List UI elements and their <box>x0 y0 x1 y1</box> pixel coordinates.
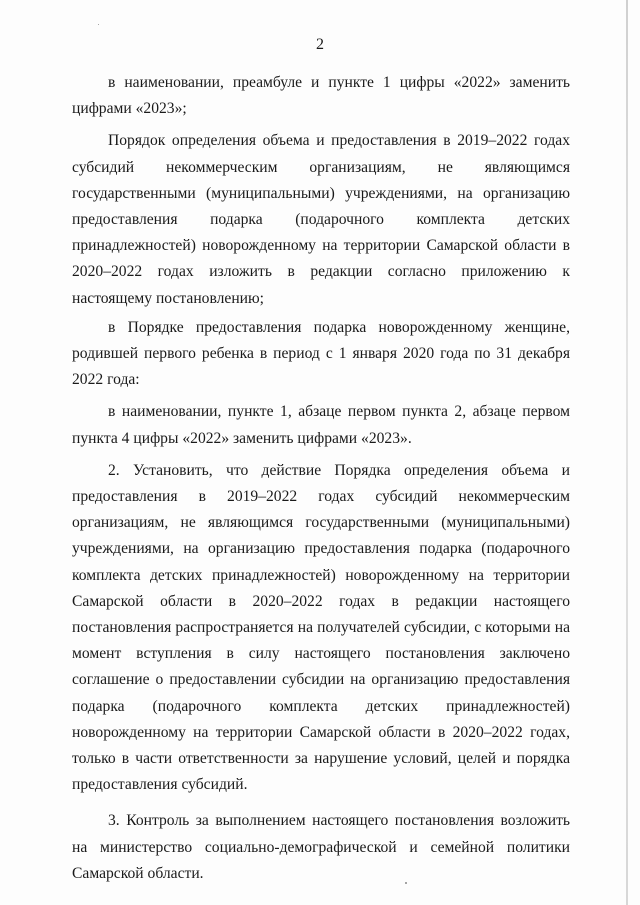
scan-speck <box>98 24 99 25</box>
paragraph-gift-order: в Порядке предоставления подарка новорожденному женщине, родившей первого ребенка в период с 1 января 2020 года по 31 декабря 2022 года: <box>72 318 570 389</box>
page-edge-shadow <box>626 0 628 905</box>
paragraph-subsidy-order: Порядок определения объема и предоставления в 2019–2022 годах субсидий некоммерческим организациям, не являющимся государственными (муниципальными) учреждениями, на организацию предоставления подарка (подарочного комплекта детских принадлежностей) новорожденному на территории Самарской области в 2020–2022 годах изложить в редакции согласно приложению к настоящему постановлению; <box>72 132 570 307</box>
paragraph-rename-title: в наименовании, преамбуле и пункте 1 цифры «2022» заменить цифрами «2023»; <box>72 74 570 118</box>
scan-speck <box>405 882 407 884</box>
paragraph-item-3: 3. Контроль за выполнением настоящего постановления возложить на министерство социально-демографической и семейной политики Самарской области. <box>72 812 570 882</box>
document-body <box>72 70 570 887</box>
paragraph-item-2: 2. Установить, что действие Порядка определения объема и предоставления в 2019–2022 годах субсидий некоммерческим организациям, не являющимся государственными (муниципальными) учреждениями, на организацию предоставления подарка (подарочного комплекта детских принадлежностей) новорожденному на территории Самарской области в 2020–2022 годах в редакции настоящего постановления распространяется на получателей субсидии, с которыми на момент вступления в силу настоящего постановления заключено соглашение о предоставлении субсидии на организацию предоставления подарка (подарочного комплекта детских принадлежностей) новорожденному на территории Самарской области в 2020–2022 годах, только в части ответственности за нарушение условий, целей и порядка предоставления субсидий. <box>72 461 570 794</box>
page-number: 2 <box>316 36 324 53</box>
paragraph-replace-digits: в наименовании, пункте 1, абзаце первом пункта 2, абзаце первом пункта 4 цифры «2022» заменить цифрами «2023». <box>72 403 570 447</box>
